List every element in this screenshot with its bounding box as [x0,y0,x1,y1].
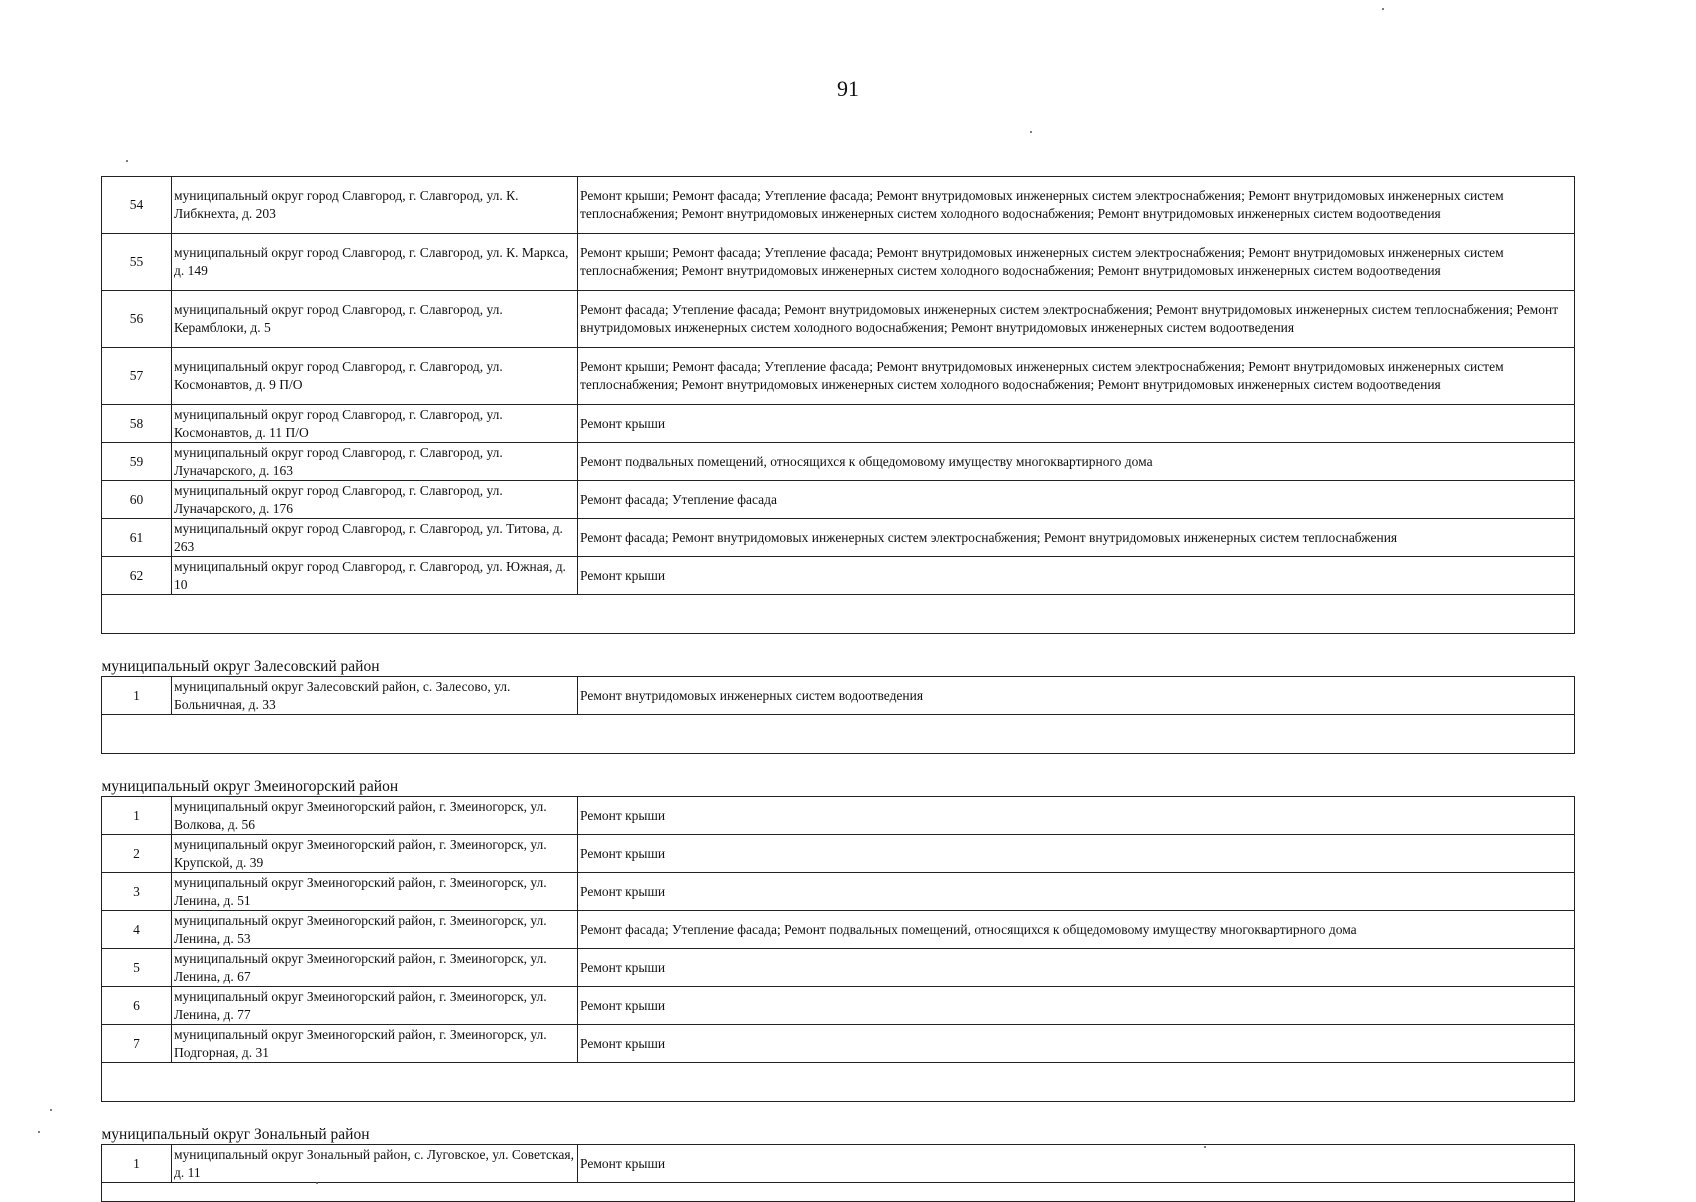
building-address: муниципальный округ город Славгород, г. Славгород, ул. К. Маркса, д. 149 [172,234,578,291]
row-number: 56 [102,291,172,348]
building-address: муниципальный округ Змеиногорский район, г. Змеиногорск, ул. Ленина, д. 77 [172,987,578,1025]
building-address: муниципальный округ город Славгород, г. Славгород, ул. Южная, д. 10 [172,557,578,595]
row-number: 62 [102,557,172,595]
building-address: муниципальный округ город Славгород, г. Славгород, ул. Луначарского, д. 163 [172,443,578,481]
repair-works: Ремонт крыши [578,1025,1575,1063]
row-number: 57 [102,348,172,405]
spacer-cell [102,1063,1575,1102]
building-address: муниципальный округ город Славгород, г. Славгород, ул. Керамблоки, д. 5 [172,291,578,348]
table-row [102,443,1575,481]
repair-works: Ремонт крыши; Ремонт фасада; Утепление фасада; Ремонт внутридомовых инженерных систем электроснабжения; Ремонт внутридомовых инженерных систем теплоснабжения; Ремонт внутридомовых инженерных систем холодного водоснабжения; Ремонт внутридомовых инженерных систем водоотведения [578,234,1575,291]
table-row [102,405,1575,443]
scan-speck [50,1109,52,1111]
district-header-row [102,1102,1575,1145]
row-number: 59 [102,443,172,481]
repair-works: Ремонт крыши [578,873,1575,911]
scan-speck [126,160,128,162]
building-address: муниципальный округ Змеиногорский район, г. Змеиногорск, ул. Волкова, д. 56 [172,797,578,835]
repair-works: Ремонт фасада; Утепление фасада [578,481,1575,519]
repair-register-table [101,176,1575,1202]
district-title: муниципальный округ Змеиногорский район [102,754,1575,797]
row-number: 55 [102,234,172,291]
row-number: 2 [102,835,172,873]
building-address: муниципальный округ город Славгород, г. Славгород, ул. Космонавтов, д. 11 П/О [172,405,578,443]
building-address: муниципальный округ Змеиногорский район, г. Змеиногорск, ул. Подгорная, д. 31 [172,1025,578,1063]
district-title: муниципальный округ Зональный район [102,1102,1575,1145]
spacer-row [102,1063,1575,1102]
building-address: муниципальный округ город Славгород, г. Славгород, ул. Титова, д. 263 [172,519,578,557]
building-address: муниципальный округ город Славгород, г. Славгород, ул. Луначарского, д. 176 [172,481,578,519]
table-row [102,519,1575,557]
scan-speck [1030,131,1032,133]
repair-works: Ремонт крыши [578,949,1575,987]
row-number: 1 [102,677,172,715]
table-row [102,797,1575,835]
table-row [102,291,1575,348]
building-address: муниципальный округ Змеиногорский район, г. Змеиногорск, ул. Ленина, д. 53 [172,911,578,949]
table-end-row [102,1183,1575,1202]
repair-works: Ремонт крыши; Ремонт фасада; Утепление фасада; Ремонт внутридомовых инженерных систем электроснабжения; Ремонт внутридомовых инженерных систем теплоснабжения; Ремонт внутридомовых инженерных систем холодного водоснабжения; Ремонт внутридомовых инженерных систем водоотведения [578,348,1575,405]
row-number: 4 [102,911,172,949]
row-number: 60 [102,481,172,519]
repair-works: Ремонт подвальных помещений, относящихся к общедомовому имуществу многоквартирного дома [578,443,1575,481]
spacer-row [102,595,1575,634]
table-end-cell [102,1183,1575,1202]
repair-works: Ремонт фасада; Ремонт внутридомовых инженерных систем электроснабжения; Ремонт внутридомовых инженерных систем теплоснабжения [578,519,1575,557]
table-row [102,557,1575,595]
building-address: муниципальный округ город Славгород, г. Славгород, ул. Космонавтов, д. 9 П/О [172,348,578,405]
repair-works: Ремонт внутридомовых инженерных систем водоотведения [578,677,1575,715]
row-number: 6 [102,987,172,1025]
spacer-row [102,715,1575,754]
repair-works: Ремонт фасада; Утепление фасада; Ремонт внутридомовых инженерных систем электроснабжения; Ремонт внутридомовых инженерных систем теплоснабжения; Ремонт внутридомовых инженерных систем холодного водоснабжения; Ремонт внутридомовых инженерных систем водоотведения [578,291,1575,348]
table-row [102,987,1575,1025]
table-row [102,348,1575,405]
table-row [102,835,1575,873]
repair-works: Ремонт крыши; Ремонт фасада; Утепление фасада; Ремонт внутридомовых инженерных систем электроснабжения; Ремонт внутридомовых инженерных систем теплоснабжения; Ремонт внутридомовых инженерных систем холодного водоснабжения; Ремонт внутридомовых инженерных систем водоотведения [578,177,1575,234]
building-address: муниципальный округ Змеиногорский район, г. Змеиногорск, ул. Ленина, д. 51 [172,873,578,911]
repair-works: Ремонт крыши [578,1145,1575,1183]
table-row [102,1025,1575,1063]
table-row [102,177,1575,234]
row-number: 54 [102,177,172,234]
repair-works: Ремонт крыши [578,835,1575,873]
scan-speck [316,1182,318,1184]
building-address: муниципальный округ Змеиногорский район, г. Змеиногорск, ул. Ленина, д. 67 [172,949,578,987]
row-number: 61 [102,519,172,557]
building-address: муниципальный округ Залесовский район, с. Залесово, ул. Больничная, д. 33 [172,677,578,715]
table-row [102,873,1575,911]
building-address: муниципальный округ город Славгород, г. Славгород, ул. К. Либкнехта, д. 203 [172,177,578,234]
district-header-row [102,634,1575,677]
repair-works: Ремонт крыши [578,557,1575,595]
repair-works: Ремонт крыши [578,797,1575,835]
row-number: 5 [102,949,172,987]
repair-works: Ремонт фасада; Утепление фасада; Ремонт подвальных помещений, относящихся к общедомовому имуществу многоквартирного дома [578,911,1575,949]
spacer-cell [102,715,1575,754]
table-row [102,234,1575,291]
row-number: 1 [102,797,172,835]
district-header-row [102,754,1575,797]
table-row [102,677,1575,715]
repair-works: Ремонт крыши [578,987,1575,1025]
row-number: 7 [102,1025,172,1063]
scan-speck [1382,8,1384,10]
district-title: муниципальный округ Залесовский район [102,634,1575,677]
table-row [102,911,1575,949]
row-number: 58 [102,405,172,443]
building-address: муниципальный округ Змеиногорский район, г. Змеиногорск, ул. Крупской, д. 39 [172,835,578,873]
table-row [102,481,1575,519]
building-address: муниципальный округ Зональный район, с. Луговское, ул. Советская, д. 11 [172,1145,578,1183]
scan-speck [1204,1146,1206,1148]
repair-works: Ремонт крыши [578,405,1575,443]
table-row [102,949,1575,987]
page-number: 91 [837,76,859,101]
scan-speck [38,1131,40,1133]
table-row [102,1145,1575,1183]
row-number: 3 [102,873,172,911]
row-number: 1 [102,1145,172,1183]
spacer-cell [102,595,1575,634]
